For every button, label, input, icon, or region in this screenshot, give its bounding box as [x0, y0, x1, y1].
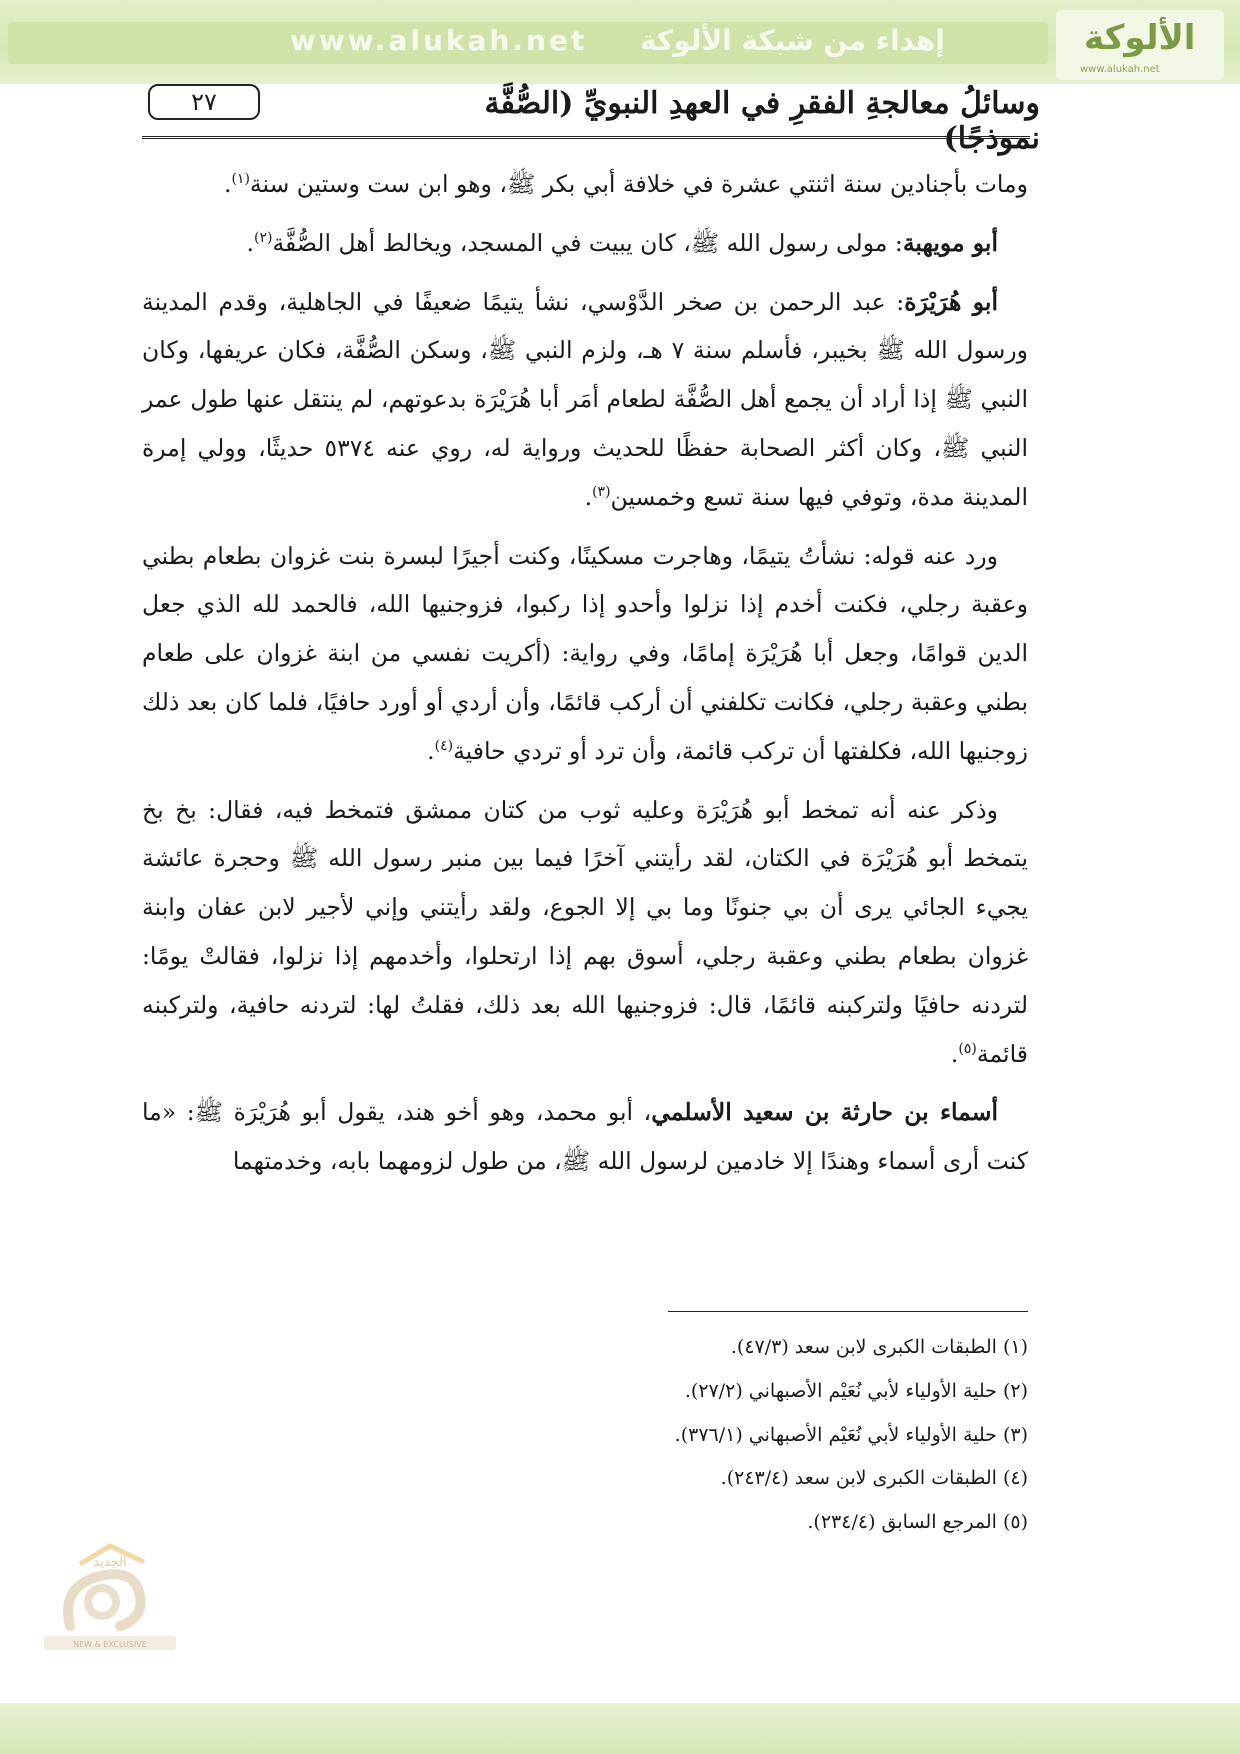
footnote: (٣) حلية الأولياء لأبي نُعَيْم الأصبهاني (٣٧٦/١).	[674, 1423, 1028, 1446]
footnote-ref[interactable]: (٢)	[253, 229, 273, 246]
footnote-ref[interactable]: (٥)	[958, 1040, 977, 1057]
paragraph: أبو هُرَيْرَة: عبد الرحمن بن صخر الدَّوْسي، نشأ يتيمًا ضعيفًا في الجاهلية، وقدم المدينة ورسول الله ﷺ بخيبر، فأسلم سنة ٧ هـ، ولزم النبي ﷺ، وسكن الصُّفَّة، فكان عريفها، وكان النبي ﷺ إذا أراد أن يجمع أهل الصُّفَّة لطعام أمَر أبا هُرَيْرَة بدعوتهم، لم ينتقل عنها طول عمر النبي ﷺ، وكان أكثر الصحابة حفظًا للحديث ورواية له، روي عنه ٥٣٧٤ حديثًا، وولي إمرة المدينة مدة، وتوفي فيها سنة تسع وخمسين$^{(٣)}$.	[142, 287, 1028, 511]
logo-url: www.alukah.net	[1080, 64, 1160, 75]
page-number: ٢٧	[148, 84, 260, 120]
paragraph: أبو مويهبة: مولى رسول الله ﷺ، كان يبيت في المسجد، ويخالط أهل الصُّفَّة$^{(٢)}$.	[246, 228, 998, 257]
footnotes	[142, 1326, 1028, 1545]
banner-gift-text: إهداء من شبكة الألوكة	[640, 24, 945, 57]
footnote: (٢) حلية الأولياء لأبي نُعَيْم الأصبهاني (٢٧/٢).	[684, 1379, 1028, 1402]
svg-text:الجديد: الجديد	[93, 1555, 127, 1570]
footnote-ref[interactable]: (١)	[231, 171, 250, 188]
running-title: وسائلُ معالجةِ الفقرِ في العهدِ النبويِّ (الصُّفَّة نموذجًا)	[484, 86, 1040, 156]
paragraph: وذكر عنه أنه تمخط أبو هُرَيْرَة وعليه ثوب من كتان ممشق فتمخط فيه، فقال: بخ بخ يتمخط أبو هُرَيْرَة في الكتان، لقد رأيتني آخرًا فيما بين منبر رسول الله ﷺ وحجرة عائشة يجيء الجائي يرى أن بي جنونًا وما بي إلا الجوع، ولقد رأيتني وإني لأجير لابن عفان وابنة غزوان بطعام بطني وعقبة رجلي، أسوق بهم إذا ارتحلوا، وأخدمهم إذا نزلوا، فقالتْ يومًا: لتردنه حافيًا ولتركبنه قائمًا، قال: فزوجنيها الله بعد ذلك، فقلتُ لها: لتردنه حافية، ولتركبنه قائمة$^{(٥)}$.	[142, 795, 1028, 1068]
main-text	[142, 160, 1028, 1196]
footnote: (١) الطبقات الكبرى لابن سعد (٤٧/٣).	[730, 1336, 1028, 1358]
footnote-ref[interactable]: (٣)	[592, 483, 611, 500]
watermark-icon	[40, 1536, 180, 1654]
footnote-ref[interactable]: (٤)	[434, 737, 454, 754]
svg-text:NEW & EXCLUSIVE: NEW & EXCLUSIVE	[73, 1640, 147, 1649]
paragraph: أسماء بن حارثة بن سعيد الأسلمي، أبو محمد، وهو أخو هند، يقول أبو هُرَيْرَة ﷺ: «ما كنت أرى أسماء وهندًا إلا خادمين لرسول الله ﷺ، من طول لزومهما بابه، وخدمتهما	[142, 1098, 1028, 1176]
footnote: (٥) المرجع السابق (٢٣٤/٤).	[807, 1511, 1028, 1534]
logo-text: الألوكة	[1084, 18, 1196, 58]
paragraph: ومات بأجنادين سنة اثنتي عشرة في خلافة أبي بكر ﷺ، وهو ابن ست وستين سنة$^{(١)}$.	[223, 170, 1028, 198]
banner-url[interactable]: www.alukah.net	[290, 24, 588, 57]
watermark-logo	[40, 1536, 180, 1654]
footnote: (٤) الطبقات الكبرى لابن سعد (٢٤٣/٤).	[720, 1467, 1028, 1490]
bottom-band	[0, 1703, 1240, 1754]
header-divider	[142, 136, 1030, 139]
biography-name: أبو هُرَيْرَة	[904, 287, 998, 316]
biography-name: أسماء بن حارثة بن سعيد الأسلمي	[651, 1098, 998, 1127]
footnote-divider	[668, 1311, 1028, 1312]
paragraph: ورد عنه قوله: نشأتُ يتيمًا، وهاجرت مسكينًا، وكنت أجيرًا لبسرة بنت غزوان بطعام بطني وعقبة رجلي، فكنت أخدم إذا نزلوا وأحدو إذا ركبوا، فزوجنيها الله، فالحمد لله الذي جعل الدين قوامًا، وجعل أبا هُرَيْرَة إمامًا، وفي رواية: (أكريت نفسي من ابنة غزوان على طعام بطني وعقبة رجلي، فكانت تكلفني أن أركب قائمًا، وأن أردي أو أورد حافيًا، فلما كان بعد ذلك زوجنيها الله، فكلفتها أن تركب قائمة، وأن ترد أو تردي حافية$^{(٤)}$.	[142, 541, 1028, 765]
biography-name: أبو مويهبة	[902, 228, 998, 257]
